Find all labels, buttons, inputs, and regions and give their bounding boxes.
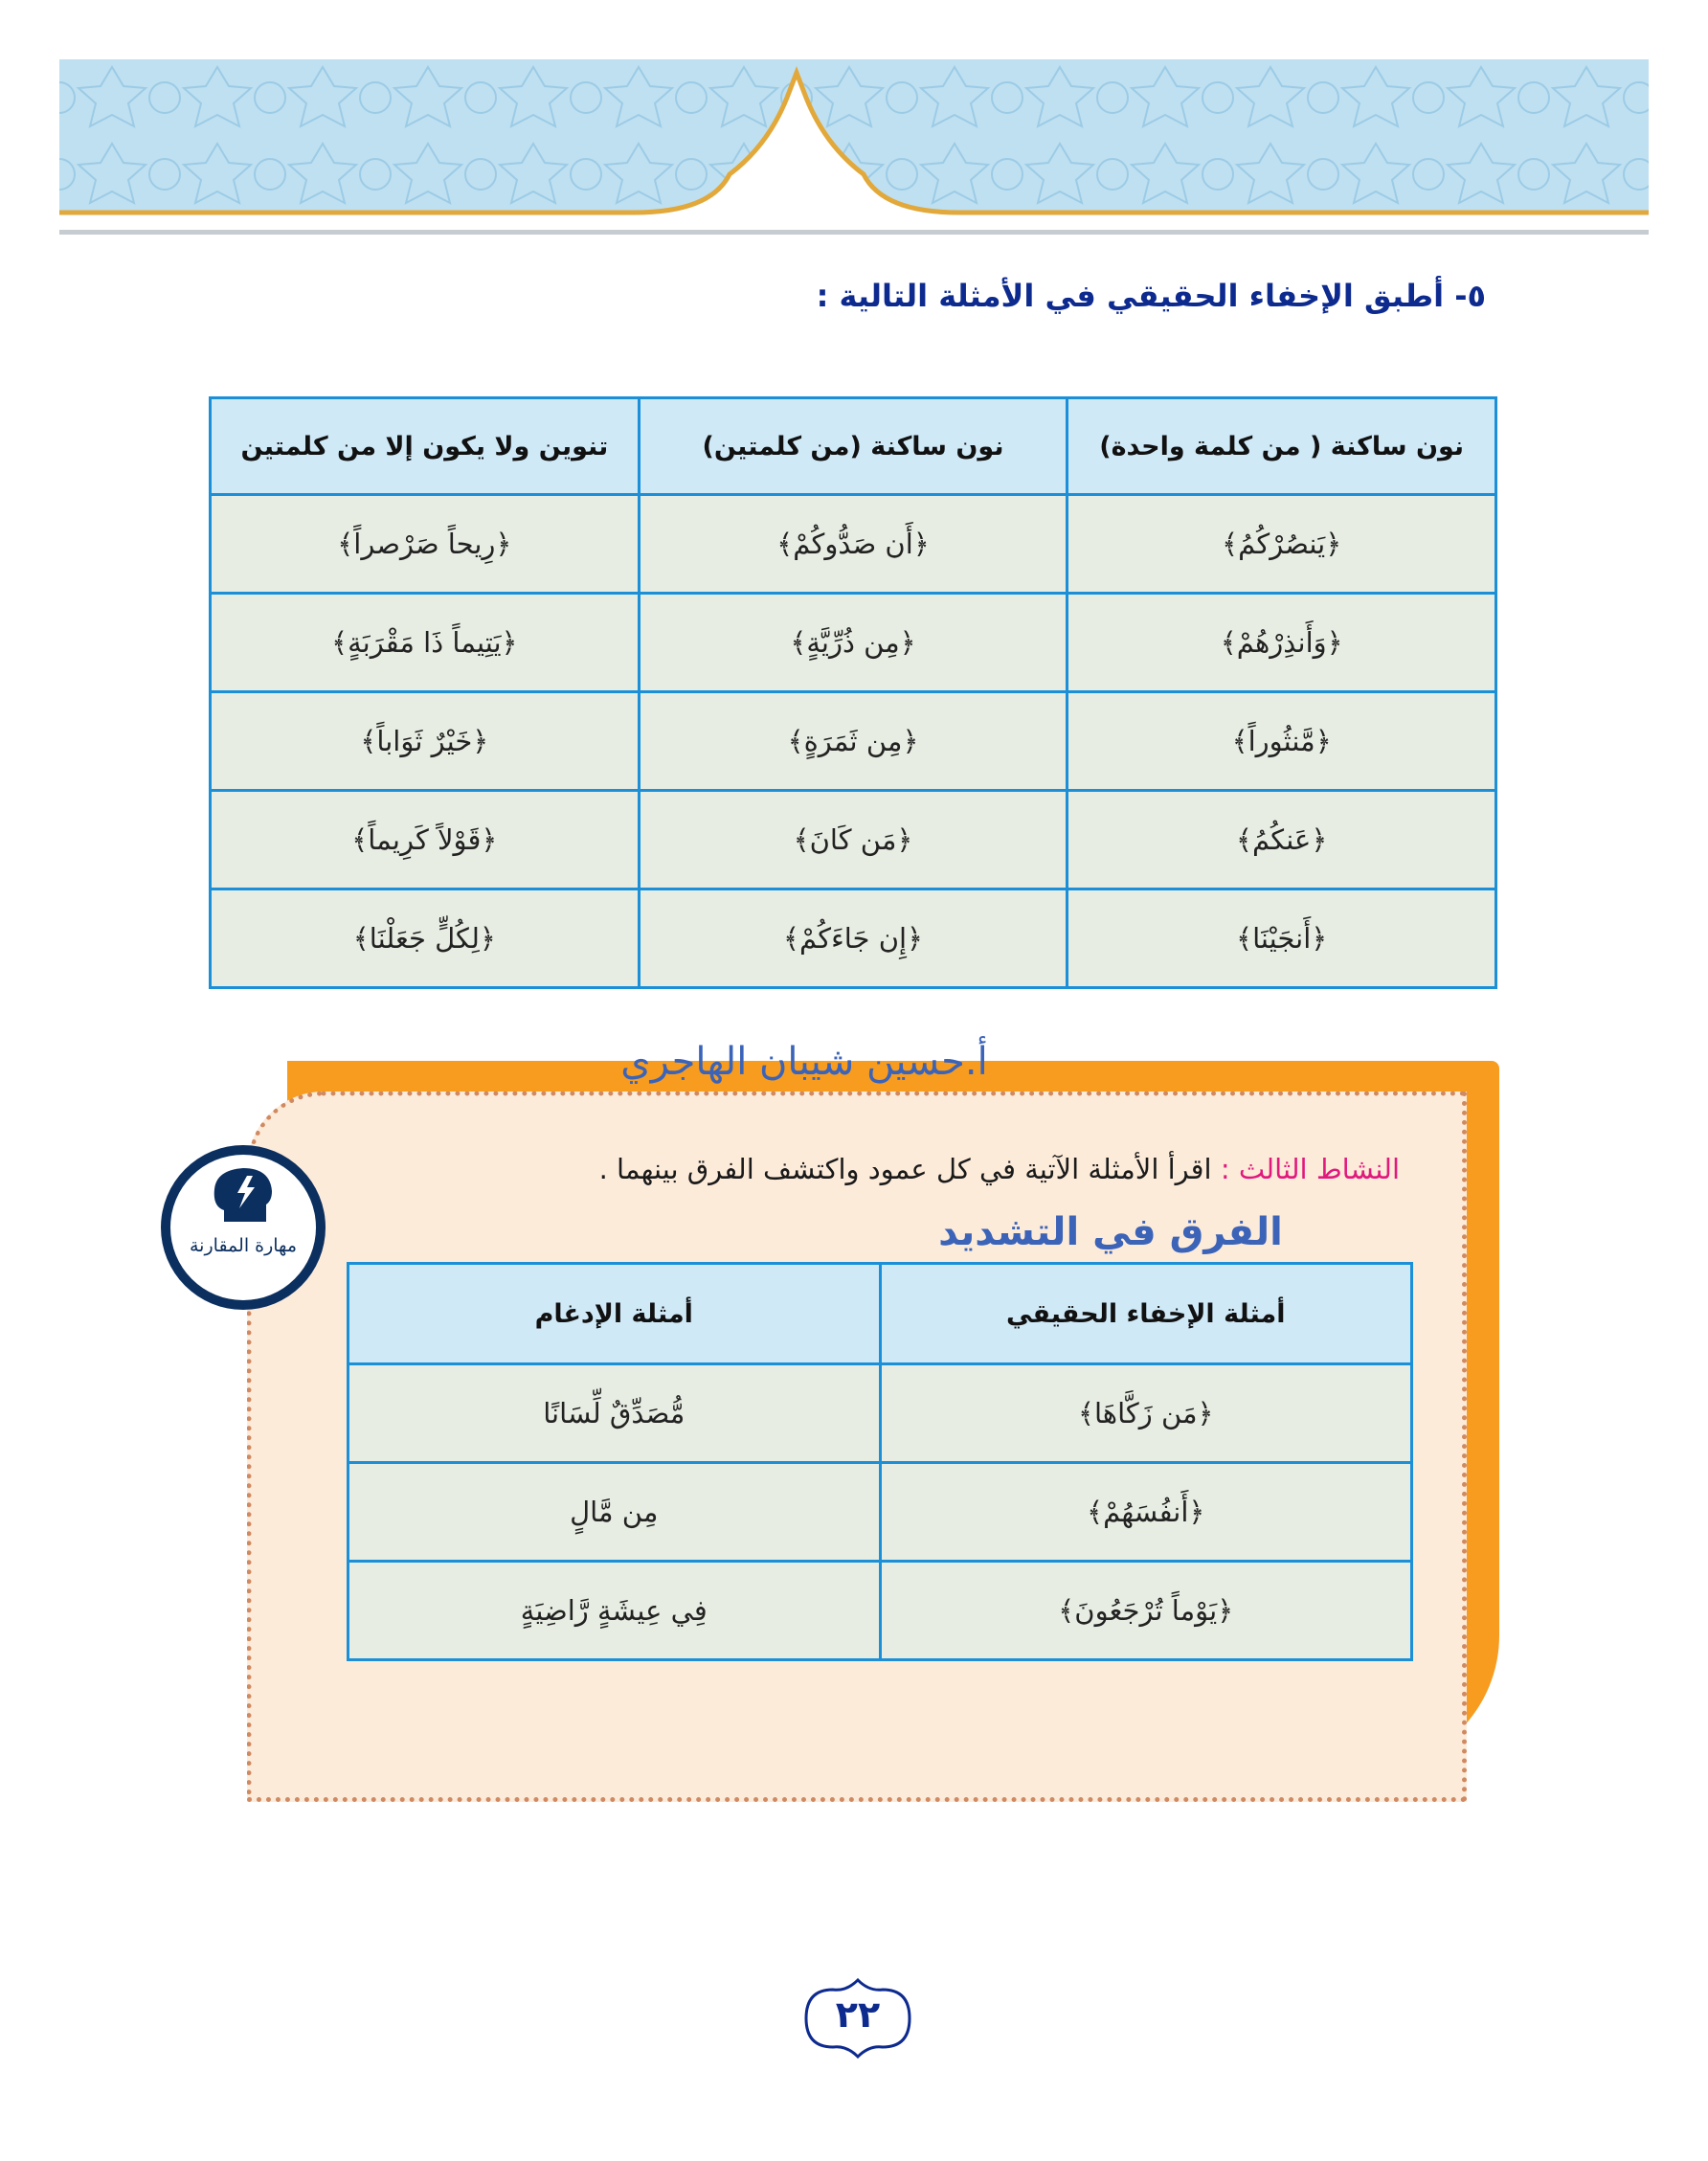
table-row bbox=[211, 791, 1496, 889]
table-cell: ﴿مَّنثُوراً﴾ bbox=[1068, 692, 1496, 791]
handwritten-note: الفرق في التشديد bbox=[938, 1210, 1283, 1254]
table-cell: ﴿يَنصُرْكُمُ﴾ bbox=[1068, 495, 1496, 594]
table-cell: ﴿أَنفُسَهُمْ﴾ bbox=[880, 1463, 1412, 1562]
table-cell: ﴿رِيحاً صَرْصراً﴾ bbox=[211, 495, 640, 594]
table-cell: ﴿لِكُلٍّ جَعَلْنَا﴾ bbox=[211, 889, 640, 988]
table-row bbox=[348, 1562, 1412, 1660]
table-header-row bbox=[348, 1264, 1412, 1364]
table-cell: ﴿أَنجَيْنَا﴾ bbox=[1068, 889, 1496, 988]
table-row bbox=[211, 692, 1496, 791]
table-cell: فِي عِيشَةٍ رَّاضِيَةٍ bbox=[348, 1562, 881, 1660]
handwritten-author: أ.حسين شيبان الهاجري bbox=[620, 1040, 988, 1084]
header-decorative-band bbox=[59, 59, 1649, 230]
table-cell: ﴿مَن زَكَّاهَا﴾ bbox=[880, 1364, 1412, 1463]
exercise-title: ٥- أطبق الإخفاء الحقيقي في الأمثلة التالية : bbox=[816, 278, 1486, 314]
table-cell: ﴿إِن جَاءَكُمْ﴾ bbox=[639, 889, 1068, 988]
table-row bbox=[211, 495, 1496, 594]
column-header: أمثلة الإدغام bbox=[348, 1264, 881, 1364]
table-cell: ﴿مِن ثَمَرَةٍ﴾ bbox=[639, 692, 1068, 791]
activity-instruction-text: اقرأ الأمثلة الآتية في كل عمود واكتشف الفرق بينهما . bbox=[598, 1153, 1212, 1185]
table-cell: ﴿مِن ذُرِّيَّةٍ﴾ bbox=[639, 594, 1068, 692]
column-header: نون ساكنة ( من كلمة واحدة) bbox=[1068, 398, 1496, 495]
table-row bbox=[211, 594, 1496, 692]
head-lightning-icon bbox=[170, 1155, 316, 1235]
table-cell: ﴿يَوْماً تُرْجَعُونَ﴾ bbox=[880, 1562, 1412, 1660]
table-cell: ﴿قَوْلاً كَرِيماً﴾ bbox=[211, 791, 640, 889]
header-divider bbox=[59, 230, 1649, 235]
column-header: نون ساكنة (من كلمتين) bbox=[639, 398, 1068, 495]
table-cell: مُّصَدِّقٌ لِّسَانًا bbox=[348, 1364, 881, 1463]
page-number-frame bbox=[802, 1976, 913, 2060]
table-cell: ﴿يَتِيماً ذَا مَقْرَبَةٍ﴾ bbox=[211, 594, 640, 692]
column-header: تنوين ولا يكون إلا من كلمتين bbox=[211, 398, 640, 495]
table-cell: مِن مَّالٍ bbox=[348, 1463, 881, 1562]
table-cell: ﴿خَيْرٌ ثَوَاباً﴾ bbox=[211, 692, 640, 791]
badge-label: مهارة المقارنة bbox=[190, 1235, 297, 1256]
table-cell: ﴿أَن صَدُّوكُمْ﴾ bbox=[639, 495, 1068, 594]
column-header: أمثلة الإخفاء الحقيقي bbox=[880, 1264, 1412, 1364]
table-cell: ﴿مَن كَانَ﴾ bbox=[639, 791, 1068, 889]
table-row bbox=[348, 1463, 1412, 1562]
comparison-skill-badge bbox=[161, 1145, 326, 1310]
page-number: ٢٢ bbox=[835, 1993, 881, 2036]
comparison-table bbox=[347, 1262, 1413, 1661]
table-cell: ﴿وَأَنذِرْهُمْ﴾ bbox=[1068, 594, 1496, 692]
table-cell: ﴿عَنكُمُ﴾ bbox=[1068, 791, 1496, 889]
table-header-row bbox=[211, 398, 1496, 495]
activity-label: النشاط الثالث : bbox=[1220, 1153, 1400, 1185]
table-row bbox=[211, 889, 1496, 988]
ikhfa-examples-table bbox=[209, 396, 1497, 989]
activity-instruction bbox=[347, 1153, 1400, 1185]
table-row bbox=[348, 1364, 1412, 1463]
